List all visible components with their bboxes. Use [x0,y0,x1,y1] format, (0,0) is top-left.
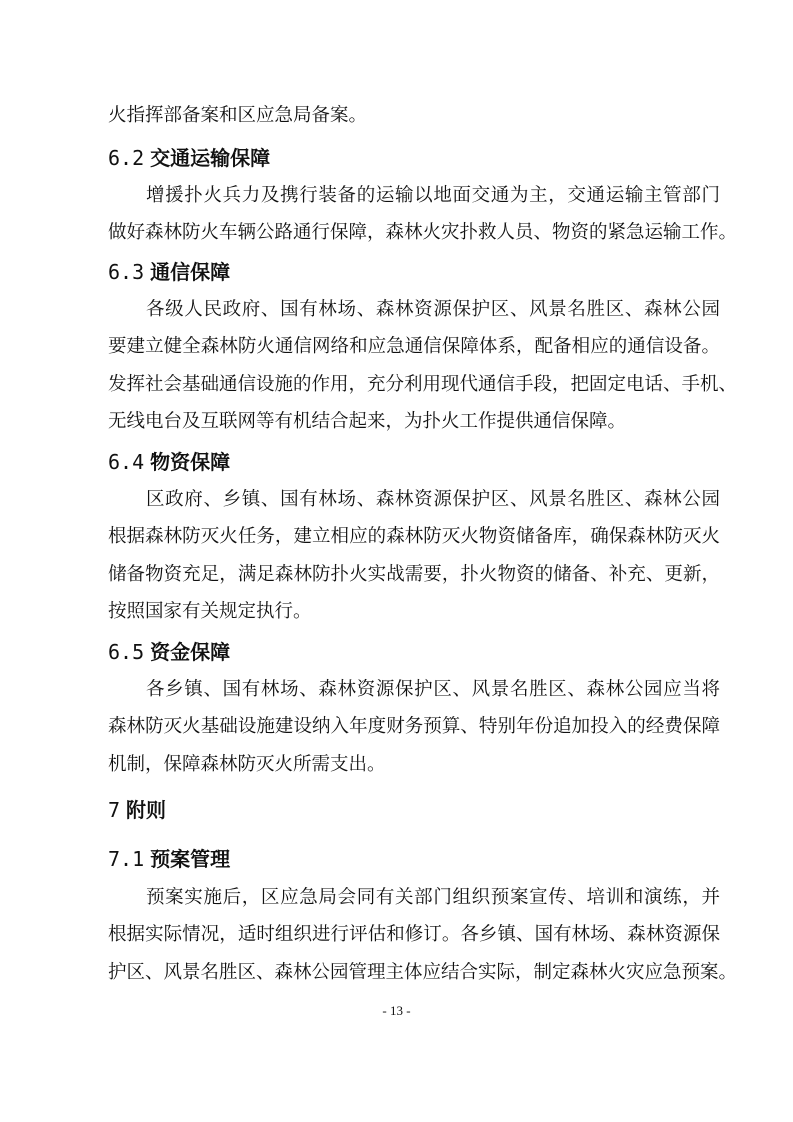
body-line: 无线电台及互联网等有机结合起来，为扑火工作提供通信保障。 [108,411,627,432]
section-title: 预案管理 [150,847,231,871]
section-number: 6.3 [108,260,145,284]
body-line: 火指挥部备案和区应急局备案。 [108,105,368,126]
section-heading-6-5 [108,639,230,665]
body-line: 各乡镇、国有林场、森林资源保护区、风景名胜区、森林公园应当将 [146,679,720,700]
section-heading-6-2 [108,145,270,171]
section-number: 6.5 [108,640,145,664]
body-line: 机制，保障森林防灭火所需支出。 [108,754,386,775]
body-line: 森林防灭火基础设施建设纳入年度财务预算、特别年份追加投入的经费保障 [108,716,720,737]
section-title: 物资保障 [150,450,231,474]
chapter-heading-7 [108,797,166,823]
body-line: 预案实施后，区应急局会同有关部门组织预案宣传、培训和演练，并 [146,887,720,908]
page-number: - 13 - [382,1003,411,1018]
body-line: 要建立健全森林防火通信网络和应急通信保障体系，配备相应的通信设备。 [108,336,720,357]
body-line: 增援扑火兵力及携行装备的运输以地面交通为主，交通运输主管部门 [146,185,720,206]
section-heading-7-1 [108,846,230,872]
body-line: 发挥社会基础通信设施的作用，充分利用现代通信手段，把固定电话、手机、 [108,374,738,395]
section-heading-6-4 [108,449,230,475]
section-title: 资金保障 [150,640,231,664]
section-title: 通信保障 [150,260,231,284]
body-line: 储备物资充足，满足森林防扑火实战需要，扑火物资的储备、补充、更新， [108,564,720,585]
section-heading-6-3 [108,259,230,285]
body-line: 按照国家有关规定执行。 [108,601,312,622]
body-line: 各级人民政府、国有林场、森林资源保护区、风景名胜区、森林公园 [146,299,720,320]
section-number: 6.4 [108,450,145,474]
body-line: 根据实际情况，适时组织进行评估和修订。各乡镇、国有林场、森林资源保 [108,924,720,945]
section-title: 交通运输保障 [150,146,271,170]
body-line: 根据森林防灭火任务，建立相应的森林防灭火物资储备库，确保森林防灭火 [108,526,720,547]
section-number: 7.1 [108,847,145,871]
chapter-title: 附则 [126,798,167,822]
body-line: 区政府、乡镇、国有林场、森林资源保护区、风景名胜区、森林公园 [146,489,720,510]
chapter-number: 7 [108,798,121,822]
body-line: 做好森林防火车辆公路通行保障，森林火灾扑救人员、物资的紧急运输工作。 [108,222,738,243]
body-line: 护区、风景名胜区、森林公园管理主体应结合实际，制定森林火灾应急预案。 [108,962,738,983]
section-number: 6.2 [108,146,145,170]
